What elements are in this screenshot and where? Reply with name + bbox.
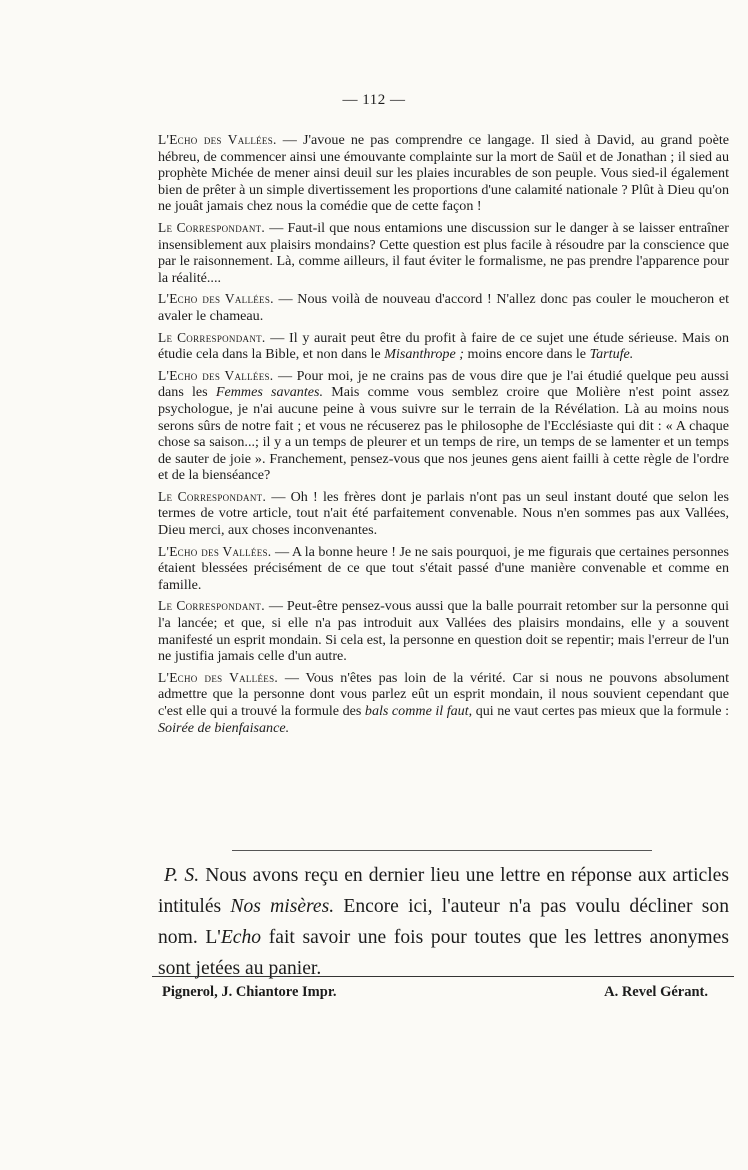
italic-title: Soirée de bienfaisance. (158, 719, 290, 736)
italic-title: Femmes savantes. (215, 384, 324, 401)
paragraph-text: — Vous n'êtes pas loin de la vérité. Car si nous ne pouvons absolument admettre que la personne dont vous parlez eût un esprit mondain, il nous souvient cependant que c'est elle qui a trouvé la formule des (158, 669, 729, 719)
speaker-label: L'Echo des Vallées. (158, 669, 279, 685)
paragraph-text: moins encore dans le (463, 346, 590, 363)
italic-title: Echo (220, 927, 262, 948)
speaker-label: L'Echo des Vallées. (158, 367, 274, 383)
italic-title: Tartufe. (589, 346, 634, 363)
paragraph-6 (158, 489, 729, 539)
imprint-footer (162, 984, 708, 1001)
paragraph-8 (158, 598, 729, 664)
speaker-label: Le Correspondant. (158, 329, 266, 345)
section-divider (232, 850, 652, 851)
page-number: — 112 — (342, 92, 406, 108)
paragraph-text: — Nous voilà de nouveau d'accord ! N'allez donc pas couler le moucheron et avaler le chameau. (158, 291, 729, 324)
paragraph-text: — Oh ! les frères dont je parlais n'ont pas un seul instant douté que selon les termes de votre article, tout n'ait été parfaitement convenable. Nous n'en sommes pas aux Vallées, Dieu merci, aux choses inconvenantes. (158, 488, 730, 539)
paragraph-3 (158, 291, 729, 324)
gerant-credit: A. Revel Gérant. (604, 984, 708, 1000)
speaker-label: Le Correspondant. (158, 219, 266, 235)
paragraph-text: Mais comme vous semblez croire que Molière n'est point assez psychologue, je n'ai aucune peine à vous suivre sur le terrain de la Révélation. Là au moins nous serons sûrs de notre fait ; et vous ne récuserez pas le philosophe de l'Ecclésiaste qui dit : « A chaque chose sa saison...; il y a un temps de pleurer et un temps de rire, un temps de se lamenter et un temps de sauter de joie ». Franchement, pensez-vous que nos jeunes gens aient failli à cette règle de l'ordre et de la bienséance? (158, 384, 730, 484)
printer-credit: Pignerol, J. Chiantore Impr. (162, 984, 337, 1000)
paragraph-text: — Pour moi, je ne crains pas de vous dire que je l'ai étudié quelque peu aussi dans les (158, 367, 729, 401)
paragraph-text: — Faut-il que nous entamions une discussion sur le danger à se laisser entraîner insensiblement aux plaisirs mondains? Cette question est plus facile à résoudre par la conscience que par le raisonnement. Là, comme ailleurs, il faut éviter le formalisme, ne pas prendre l'apparence pour la réalité.... (158, 219, 729, 286)
italic-title: Nos misères. (230, 896, 335, 917)
speaker-label: L'Echo des Vallées. (158, 132, 277, 147)
paragraph-1 (158, 132, 729, 215)
paragraph-text: — J'avoue ne pas comprendre ce langage. Il sied à David, au grand poète hébreu, de commencer ainsi une émouvante complainte sur la mort de Saül et de Jonathan ; il sied au prophète Michée de mener ainsi deuil sur les plaies incurables de son peuple. Vous sied-il également bien de prêter à un simple divertissement les proportions d'une calamité nationale ? Plût à Dieu qu'on ne jouât jamais chez nous la comédie que de cette façon ! (158, 132, 729, 215)
paragraph-text: — Il y aurait peut être du profit à faire de ce sujet une étude sérieuse. Mais on étudie cela dans la Bible, et non dans le (158, 329, 729, 363)
postscript-text: Nous avons reçu en dernier lieu une lettre en réponse aux articles intitulés (158, 865, 730, 917)
postscript-text: Encore ici, l'auteur n'a pas voulu décliner son nom. L' (158, 896, 729, 948)
speaker-label: L'Echo des Vallées. (158, 291, 274, 307)
speaker-label: L'Echo des Vallées. (158, 543, 272, 559)
paragraph-5 (158, 368, 729, 484)
paragraph-7 (158, 544, 729, 594)
footer-divider (152, 976, 734, 977)
postscript-text: fait savoir une fois pour toutes que les lettres anonymes sont jetées au panier. (158, 927, 729, 979)
postscript (158, 860, 729, 984)
postscript-label: P. S. (164, 865, 200, 886)
speaker-label: Le Correspondant. (158, 598, 265, 614)
speaker-label: Le Correspondant. (158, 488, 267, 504)
italic-title: bals comme il faut (364, 703, 469, 719)
paragraph-text: — A la bonne heure ! Je ne sais pourquoi, je me figurais que certaines personnes étaient blessées précisément de ce que tout s'était passé d'une manière convenable et comme en famille. (158, 543, 729, 593)
paragraph-9 (158, 670, 729, 736)
paragraph-2 (158, 220, 729, 286)
italic-title: Misanthrope ; (384, 346, 464, 363)
paragraph-4 (158, 330, 729, 363)
dialogue-body (158, 132, 729, 741)
paragraph-text: , qui ne vaut certes pas mieux que la formule : (468, 703, 729, 719)
paragraph-text: — Peut-être pensez-vous aussi que la balle pourrait retomber sur la personne qui l'a lancée; et que, si elle n'a pas introduit aux Vallées des plaisirs mondains, elle y a souvent manifesté un esprit mondain. Si cela est, la personne en question doit se repentir; mais l'erreur de l'un ne justifia jamais celle d'un autre. (158, 598, 730, 665)
